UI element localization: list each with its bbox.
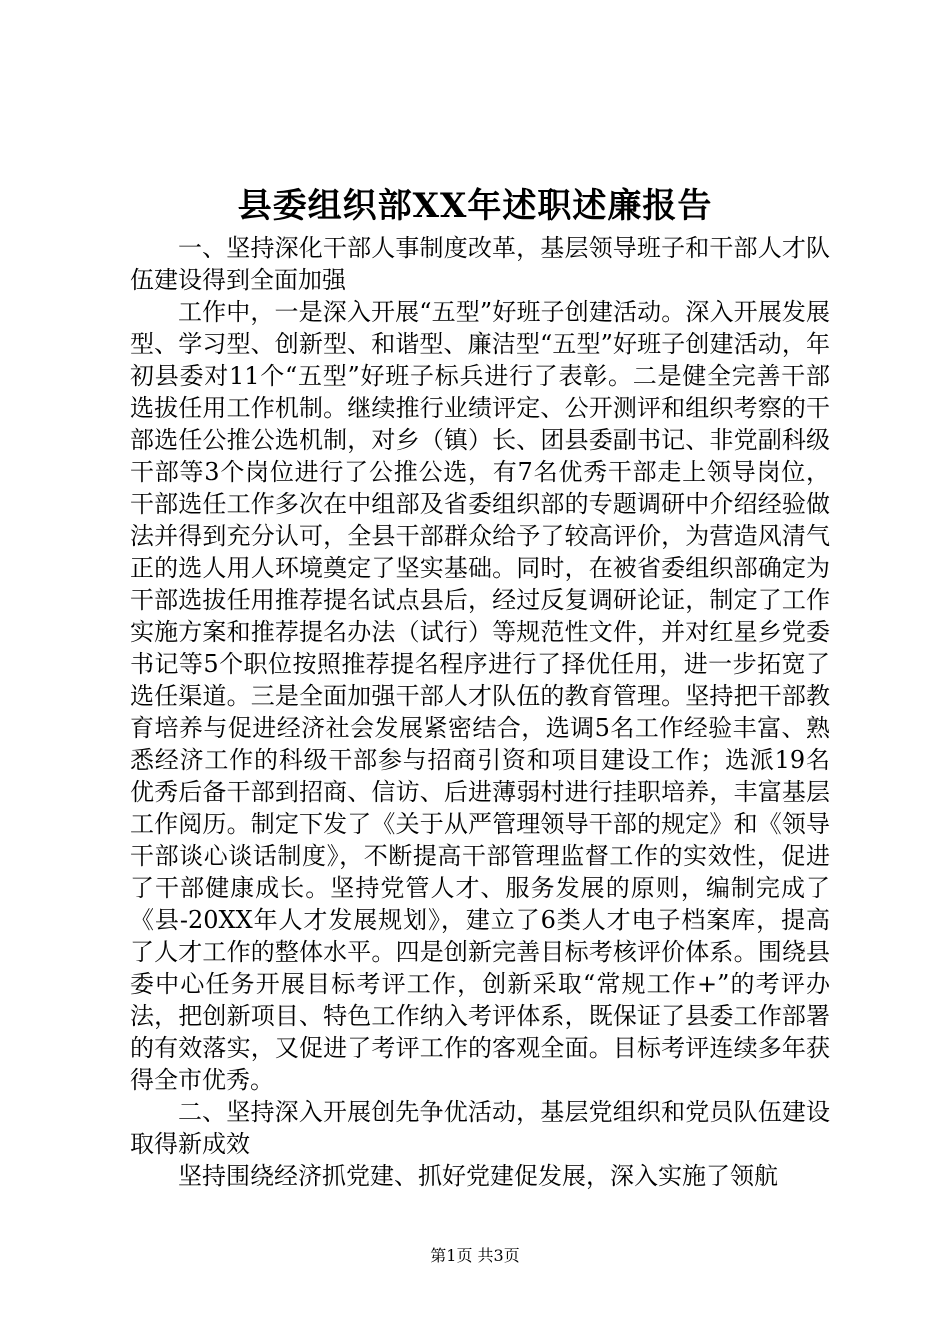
document-body [130, 232, 830, 1192]
page-footer: 第1页 共3页 [430, 1246, 520, 1265]
section-heading-2: 二、坚持深入开展创先争优活动，基层党组织和党员队伍建设取得新成效 [130, 1098, 830, 1158]
body-paragraph-2: 坚持围绕经济抓党建、抓好党建促发展，深入实施了领航 [178, 1162, 778, 1190]
document-title: 县委组织部XX年述职述廉报告 [237, 186, 713, 226]
body-paragraph-1: 工作中，一是深入开展“五型”好班子创建活动。深入开展发展型、学习型、创新型、和谐型、廉洁型“五型”好班子创建活动，年初县委对11个“五型”好班子标兵进行了表彰。二是健全完善干部选拔任用工作机制。继续推行业绩评定、公开测评和组织考察的干部选任公推公选机制，对乡（镇）长、团县委副书记、非党副科级干部等3个岗位进行了公推公选，有7名优秀干部走上领导岗位，干部选任工作多次在中组部及省委组织部的专题调研中介绍经验做法并得到充分认可，全县干部群众给予了较高评价，为营造风清气正的选人用人环境奠定了坚实基础。同时，在被省委组织部确定为干部选拔任用推荐提名试点县后，经过反复调研论证，制定了工作实施方案和推荐提名办法（试行）等规范性文件，并对红星乡党委书记等5个职位按照推荐提名程序进行了择优任用，进一步拓宽了选任渠道。三是全面加强干部人才队伍的教育管理。坚持把干部教育培养与促进经济社会发展紧密结合，选调5名工作经验丰富、熟悉经济工作的科级干部参与招商引资和项目建设工作；选派19名优秀后备干部到招商、信访、后进薄弱村进行挂职培养，丰富基层工作阅历。制定下发了《关于从严管理领导干部的规定》和《领导干部谈心谈话制度》，不断提高干部管理监督工作的实效性，促进了干部健康成长。坚持党管人才、服务发展的原则，编制完成了《县-20XX年人才发展规划》，建立了6类人才电子档案库，提高了人才工作的整体水平。四是创新完善目标考核评价体系。围绕县委中心任务开展目标考评工作，创新采取“常规工作+”的考评办法，把创新项目、特色工作纳入考评体系，既保证了县委工作部署的有效落实，又促进了考评工作的客观全面。目标考评连续多年获得全市优秀。 [130, 298, 830, 1094]
section-heading-1: 一、坚持深化干部人事制度改革，基层领导班子和干部人才队伍建设得到全面加强 [130, 234, 830, 294]
